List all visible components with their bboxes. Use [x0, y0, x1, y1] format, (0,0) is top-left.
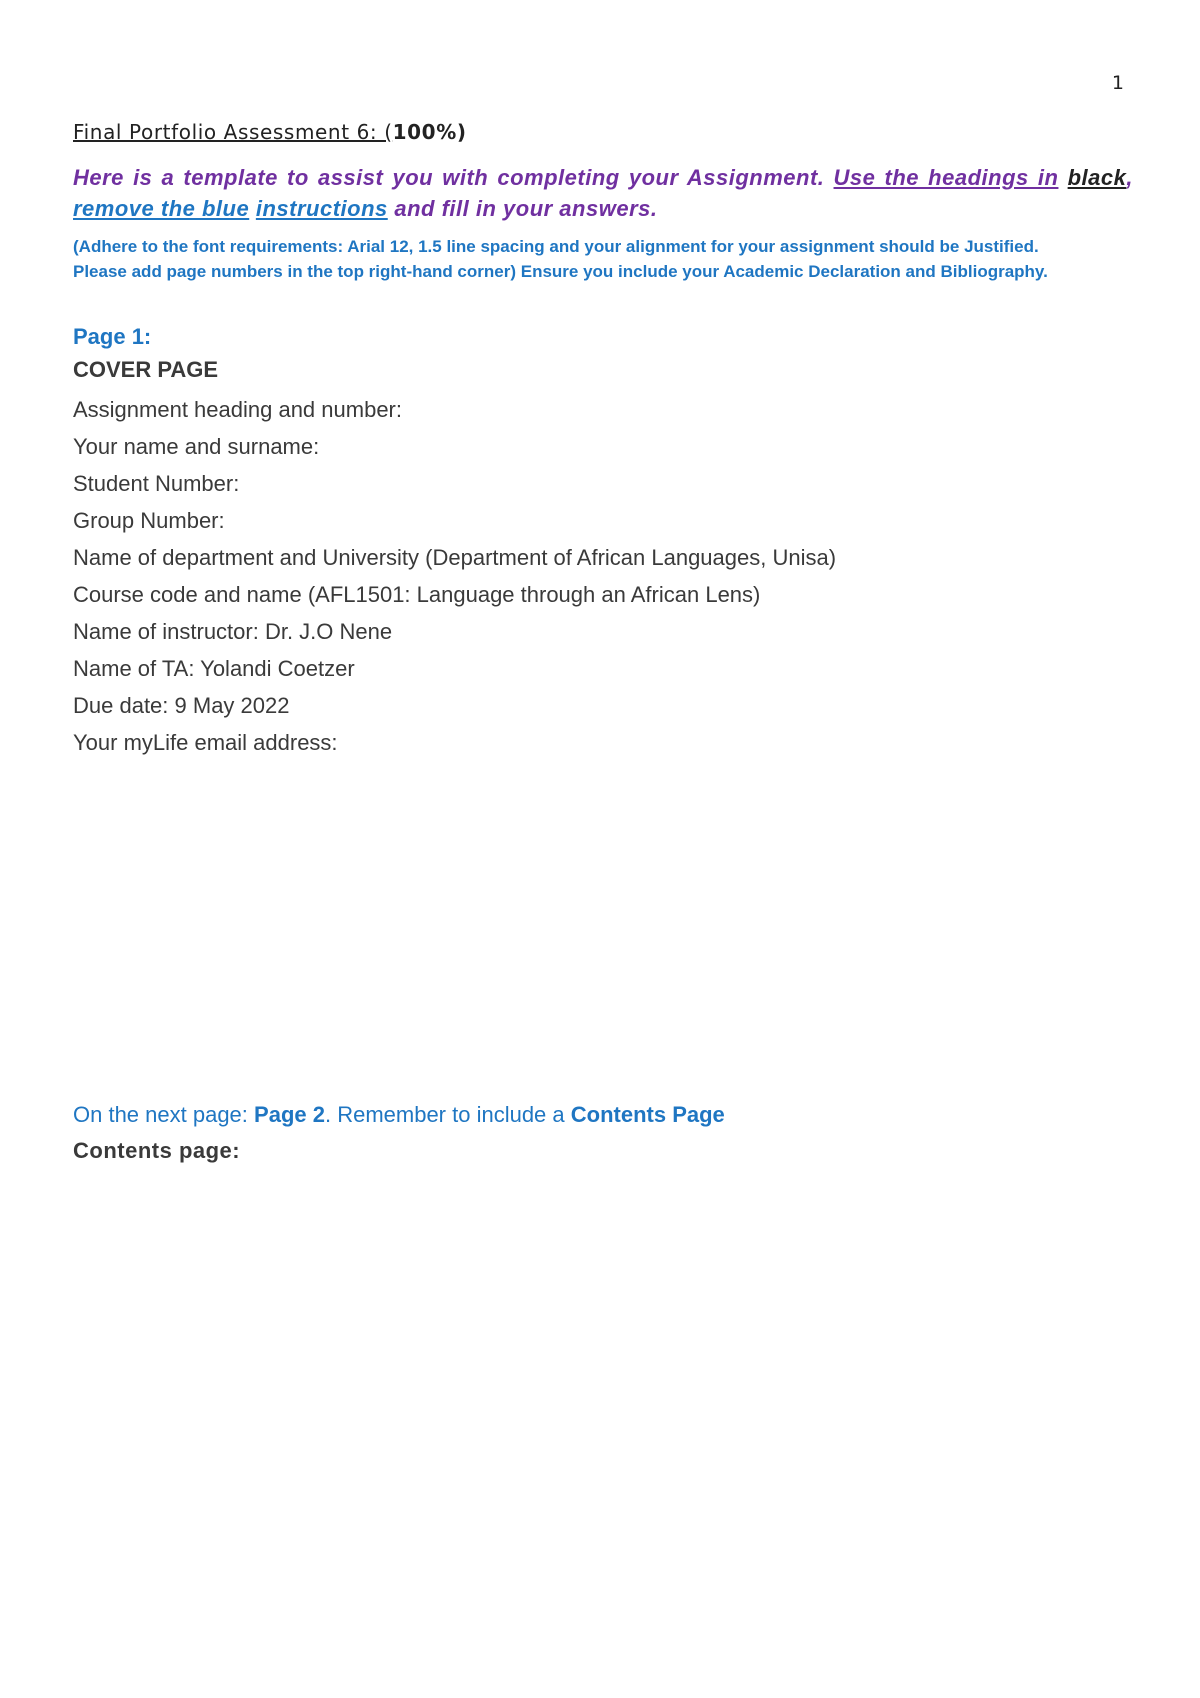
- next-page-number: Page 2: [254, 1102, 325, 1127]
- cover-page-fields: [73, 391, 1133, 761]
- page-content: [73, 120, 1133, 761]
- next-page-middle: . Remember to include a: [324, 1102, 571, 1127]
- cover-field-student-number: Student Number:: [73, 471, 240, 496]
- intro-text-black: black: [1067, 165, 1127, 190]
- intro-text-1: Here is a template to assist you with completing your Assignment.: [73, 165, 834, 190]
- cover-page-heading: COVER PAGE: [73, 357, 219, 382]
- cover-field-assignment-heading: Assignment heading and number:: [73, 397, 402, 422]
- next-page-prefix: On the next page:: [73, 1102, 255, 1127]
- cover-field-instructor: Name of instructor: Dr. J.O Nene: [73, 619, 393, 644]
- intro-text-2: Use the headings in: [833, 165, 1059, 190]
- page-1-label: Page 1:: [73, 324, 152, 349]
- cover-field-ta: Name of TA: Yolandi Coetzer: [73, 656, 355, 681]
- document-title-weight: 100%): [392, 120, 467, 144]
- intro-text-blue: remove the blue: [73, 196, 250, 221]
- template-intro: [73, 162, 1133, 224]
- formatting-requirements: [73, 234, 1133, 284]
- cover-field-email: Your myLife email address:: [73, 730, 338, 755]
- intro-text-7: [249, 196, 256, 221]
- intro-text-3: [1058, 165, 1067, 190]
- formatting-requirements-line-1: (Adhere to the font requirements: Arial 12, 1.5 line spacing and your alignment for your assignment should be Justified.: [73, 237, 1039, 256]
- intro-text-5: ,: [1126, 165, 1133, 190]
- cover-field-due-date: Due date: 9 May 2022: [73, 693, 290, 718]
- next-page-contents: Contents Page: [570, 1102, 725, 1127]
- page-number: 1: [1111, 72, 1124, 94]
- intro-text-instructions: instructions: [255, 196, 388, 221]
- document-title-main: Final Portfolio Assessment 6: (: [73, 120, 393, 144]
- cover-field-group-number: Group Number:: [73, 508, 225, 533]
- next-page-instruction: [73, 1098, 725, 1132]
- intro-text-9: and fill in your answers.: [387, 196, 658, 221]
- contents-page-heading: Contents page:: [73, 1138, 241, 1163]
- cover-field-department: Name of department and University (Department of African Languages, Unisa): [73, 545, 837, 570]
- document-title: [73, 120, 1133, 144]
- cover-field-name-surname: Your name and surname:: [73, 434, 320, 459]
- formatting-requirements-line-2: Please add page numbers in the top right-hand corner) Ensure you include your Academic Declaration and Bibliography.: [73, 262, 1048, 281]
- cover-field-course: Course code and name (AFL1501: Language through an African Lens): [73, 582, 761, 607]
